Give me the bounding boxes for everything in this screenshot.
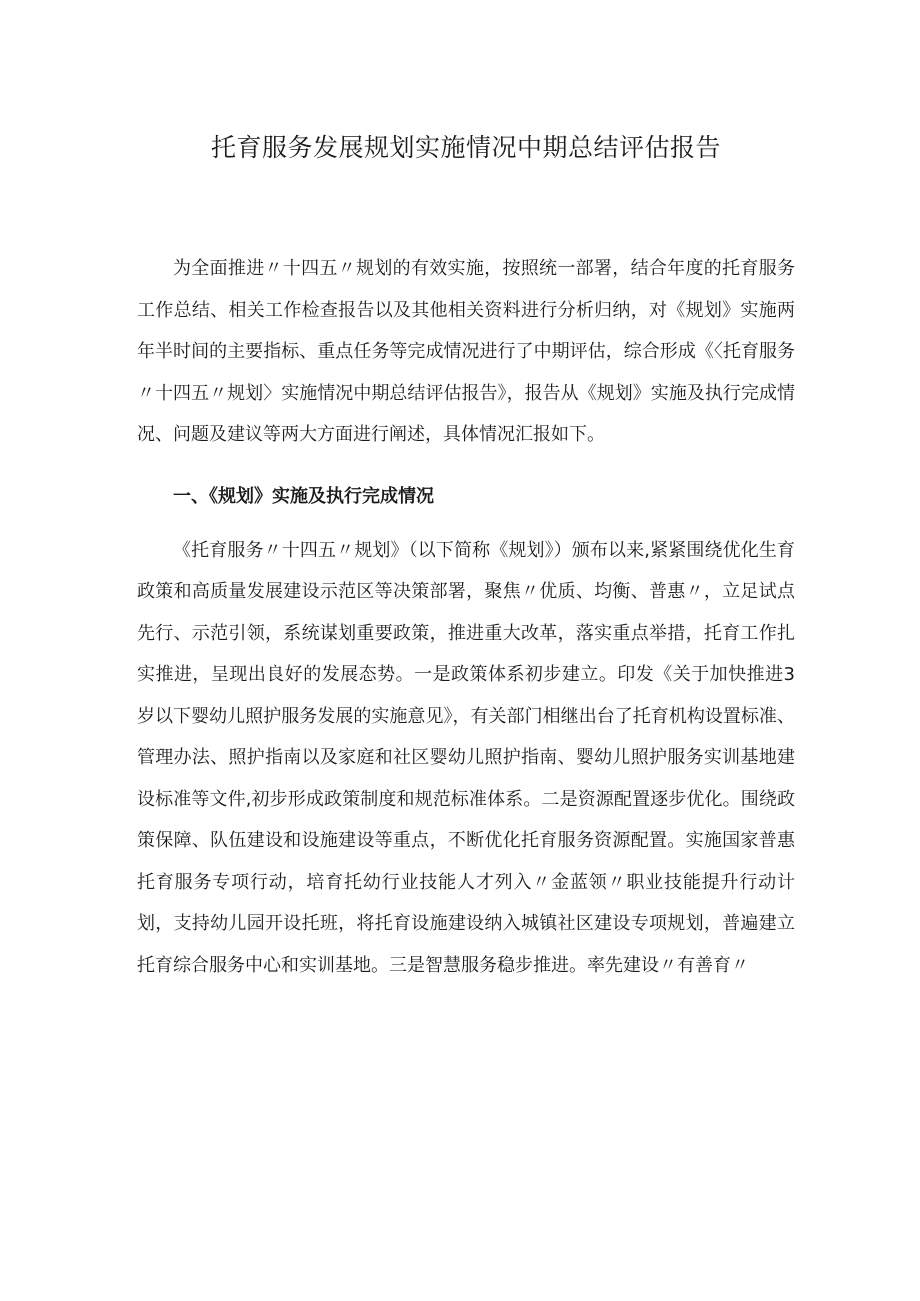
section-paragraph: 《托育服务〃十四五〃规划》（以下简称《规划》）颁布以来,紧紧围绕优化生育政策和高质量发展建设示范区等决策部署，聚焦〃优质、均衡、普惠〃，立足试点先行、示范引领，系统谋划重要政策，推进重大改革，落实重点举措，托育工作扎实推进，呈现出良好的发展态势。一是政策体系初步建立。印发《关于加快推进3岁以下婴幼儿照护服务发展的实施意见》，有关部门相继出台了托育机构设置标准、管理办法、照护指南以及家庭和社区婴幼儿照护指南、婴幼儿照护服务实训基地建设标准等文件,初步形成政策制度和规范标准体系。二是资源配置逐步优化。围绕政策保障、队伍建设和设施建设等重点，不断优化托育服务资源配置。实施国家普惠托育服务专项行动，培育托幼行业技能人才列入〃金蓝领〃职业技能提升行动计划，支持幼儿园开设托班，将托育设施建设纳入城镇社区建设专项规划，普遍建立托育综合服务中心和实训基地。三是智慧服务稳步推进。率先建设〃有善育〃	[137, 539, 795, 976]
intro-paragraph: 为全面推进〃十四五〃规划的有效实施，按照统一部署，结合年度的托育服务工作总结、相关工作检查报告以及其他相关资料进行分析归纳，对《规划》实施两年半时间的主要指标、重点任务等完成情况进行了中期评估，综合形成《〈托育服务〃十四五〃规划〉实施情况中期总结评估报告》，报告从《规划》实施及执行完成情况、问题及建议等两大方面进行阐述，具体情况汇报如下。	[137, 258, 795, 445]
document-title: 托育服务发展规划实施情况中期总结评估报告	[210, 133, 721, 162]
section-heading: 一、《规划》实施及执行完成情况	[173, 485, 434, 507]
